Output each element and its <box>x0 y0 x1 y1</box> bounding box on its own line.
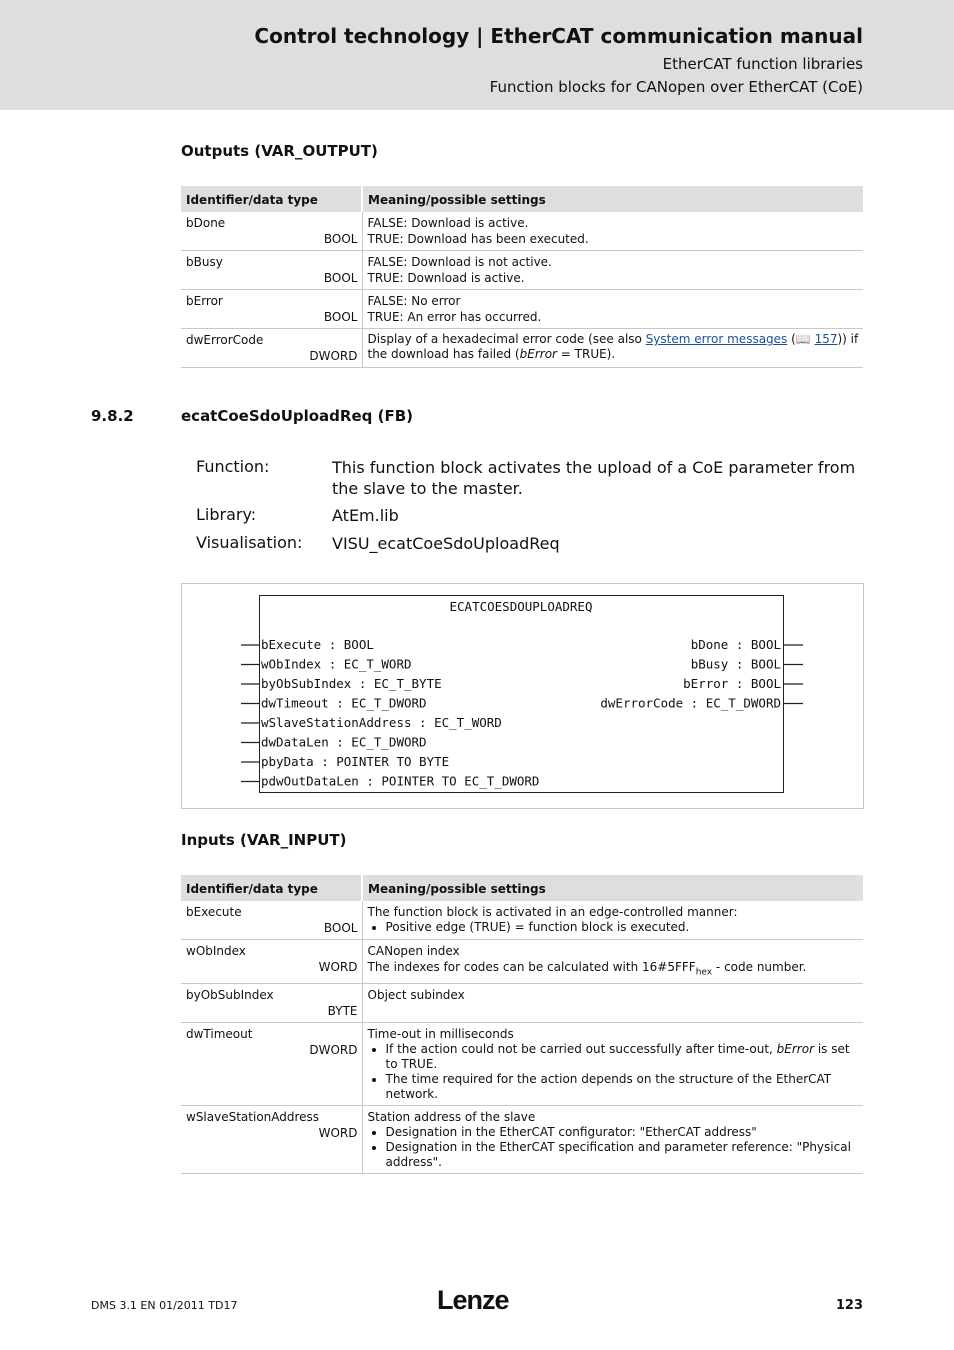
output-pin-label: bBusy : BOOL <box>690 656 781 672</box>
table-row <box>181 1023 863 1106</box>
input-pin-label: pdwOutDataLen : POINTER TO EC_T_DWORD <box>261 773 540 789</box>
meaning-line: TRUE: An error has occurred. <box>367 310 542 324</box>
visualisation-value: VISU_ecatCoeSdoUploadReq <box>332 534 560 553</box>
meaning-line: TRUE: Download has been executed. <box>367 232 589 246</box>
data-type: DWORD <box>309 349 358 363</box>
data-type: BOOL <box>323 271 358 285</box>
input-pin-label: bExecute : BOOL <box>261 637 374 652</box>
column-header: Identifier/data type <box>181 875 362 901</box>
data-type: DWORD <box>309 1043 358 1058</box>
identifier: dwTimeout <box>186 1027 253 1042</box>
table-row <box>181 984 863 1023</box>
identifier: bError <box>186 294 223 308</box>
inputs-heading: Inputs (VAR_INPUT) <box>181 831 347 849</box>
input-pin-label: pbyData : POINTER TO BYTE <box>261 754 450 769</box>
function-block-name: ECATCOESDOUPLOADREQ <box>449 599 593 614</box>
library-label: Library: <box>196 505 257 524</box>
identifier: byObSubIndex <box>186 988 274 1003</box>
meaning-text: ) if the download has failed ( <box>367 332 859 361</box>
meaning-line: The function block is activated in an edge-controlled manner: <box>367 905 738 919</box>
data-type: WORD <box>318 960 358 974</box>
outputs-heading: Outputs (VAR_OUTPUT) <box>181 142 378 160</box>
logo-text: Lenze <box>437 1285 509 1314</box>
meaning-line: Station address of the slave <box>367 1110 536 1125</box>
function-value: This function block activates the upload of a CoE parameter from the slave to the master. <box>332 458 856 498</box>
input-pin-label: dwDataLen : EC_T_DWORD <box>261 734 427 750</box>
meaning-text: The indexes for codes can be calculated with 16#5FFF <box>367 960 696 974</box>
table-row: dwErrorCode DWORD Display of a hexadecimal error code (see also System error messages (📖 157)) if the download has failed (bError = TRUE). <box>181 329 863 368</box>
meaning-italic: bError <box>519 347 557 361</box>
input-pin-label: wSlaveStationAddress : EC_T_WORD <box>261 715 502 730</box>
column-header: Identifier/data type <box>181 186 362 212</box>
footer-doc-id: DMS 3.1 EN 01/2011 TD17 <box>91 1299 238 1312</box>
list-item: • The time required for the action depends on the structure of the EtherCAT network. <box>386 1072 860 1102</box>
table-row <box>181 901 863 940</box>
meaning-line: Object subindex <box>367 988 465 1003</box>
identifier: dwErrorCode <box>186 333 264 347</box>
lenze-logo <box>437 1284 517 1314</box>
meaning-italic: bError <box>776 1042 814 1057</box>
book-icon: 📖 <box>795 332 811 346</box>
inputs-table <box>181 875 863 1174</box>
input-pin-label: dwTimeout : EC_T_DWORD <box>261 695 427 711</box>
data-type: BOOL <box>323 921 358 935</box>
system-error-messages-link[interactable]: System error messages <box>645 332 788 346</box>
subscript: hex <box>695 967 713 978</box>
list-item: • Positive edge (TRUE) = function block is executed. <box>386 920 860 935</box>
library-value: AtEm.lib <box>332 506 399 525</box>
visualisation-label: Visualisation: <box>196 533 303 552</box>
column-header: Meaning/possible settings <box>362 186 863 212</box>
meaning-line: TRUE: Download is active. <box>367 271 525 285</box>
list-item <box>386 1042 860 1072</box>
column-header: Meaning/possible settings <box>362 875 863 901</box>
page-number: 123 <box>835 1298 863 1313</box>
meaning-text: If the action could not be carried out successfully after time-out, <box>385 1042 777 1057</box>
chapter-title: EtherCAT function libraries <box>662 55 863 73</box>
table-row <box>181 940 863 984</box>
data-type: BOOL <box>323 232 358 246</box>
data-type: BOOL <box>323 310 358 324</box>
identifier: bBusy <box>186 255 223 269</box>
section-title: Function blocks for CANopen over EtherCAT (CoE) <box>489 78 863 96</box>
function-block-outputs <box>600 637 803 711</box>
input-pin-label: byObSubIndex : EC_T_BYTE <box>261 676 442 691</box>
output-pin-label: bDone : BOOL <box>690 637 781 652</box>
data-type: BYTE <box>327 1004 358 1019</box>
table-row <box>181 1106 863 1174</box>
section-number: 9.8.2 <box>91 407 134 425</box>
meaning-line: FALSE: No error <box>367 294 461 308</box>
function-block-inputs <box>241 637 539 789</box>
list-item: • Designation in the EtherCAT specification and parameter reference: "Physical address". <box>386 1140 860 1170</box>
manual-title: Control technology | EtherCAT communication manual <box>254 24 863 48</box>
data-type: WORD <box>318 1126 358 1141</box>
meaning-text: - code number. <box>712 960 807 974</box>
meaning-text: = TRUE). <box>556 347 616 361</box>
meaning-line: Time-out in milliseconds <box>367 1027 514 1042</box>
identifier: wSlaveStationAddress <box>186 1110 320 1125</box>
table-header-row <box>181 875 863 901</box>
section-heading: ecatCoeSdoUploadReq (FB) <box>181 407 413 425</box>
meaning-text: Display of a hexadecimal error code (see also <box>367 332 646 346</box>
meaning-line: CANopen index <box>367 944 460 958</box>
output-pin-label: dwErrorCode : EC_T_DWORD <box>600 695 781 711</box>
identifier: wObIndex <box>186 944 246 958</box>
meaning-line: FALSE: Download is not active. <box>367 255 552 269</box>
meaning-line: FALSE: Download is active. <box>367 216 529 230</box>
identifier: bExecute <box>186 905 242 919</box>
page-ref-link[interactable]: 157 <box>814 332 838 346</box>
output-pin-label: bError : BOOL <box>683 676 781 691</box>
meaning-text: is set to TRUE. <box>385 1042 850 1072</box>
input-pin-label: wObIndex : EC_T_WORD <box>261 656 412 672</box>
identifier: bDone <box>186 216 226 230</box>
list-item: • Designation in the EtherCAT configurator: "EtherCAT address" <box>386 1125 860 1140</box>
function-label: Function: <box>196 457 270 476</box>
